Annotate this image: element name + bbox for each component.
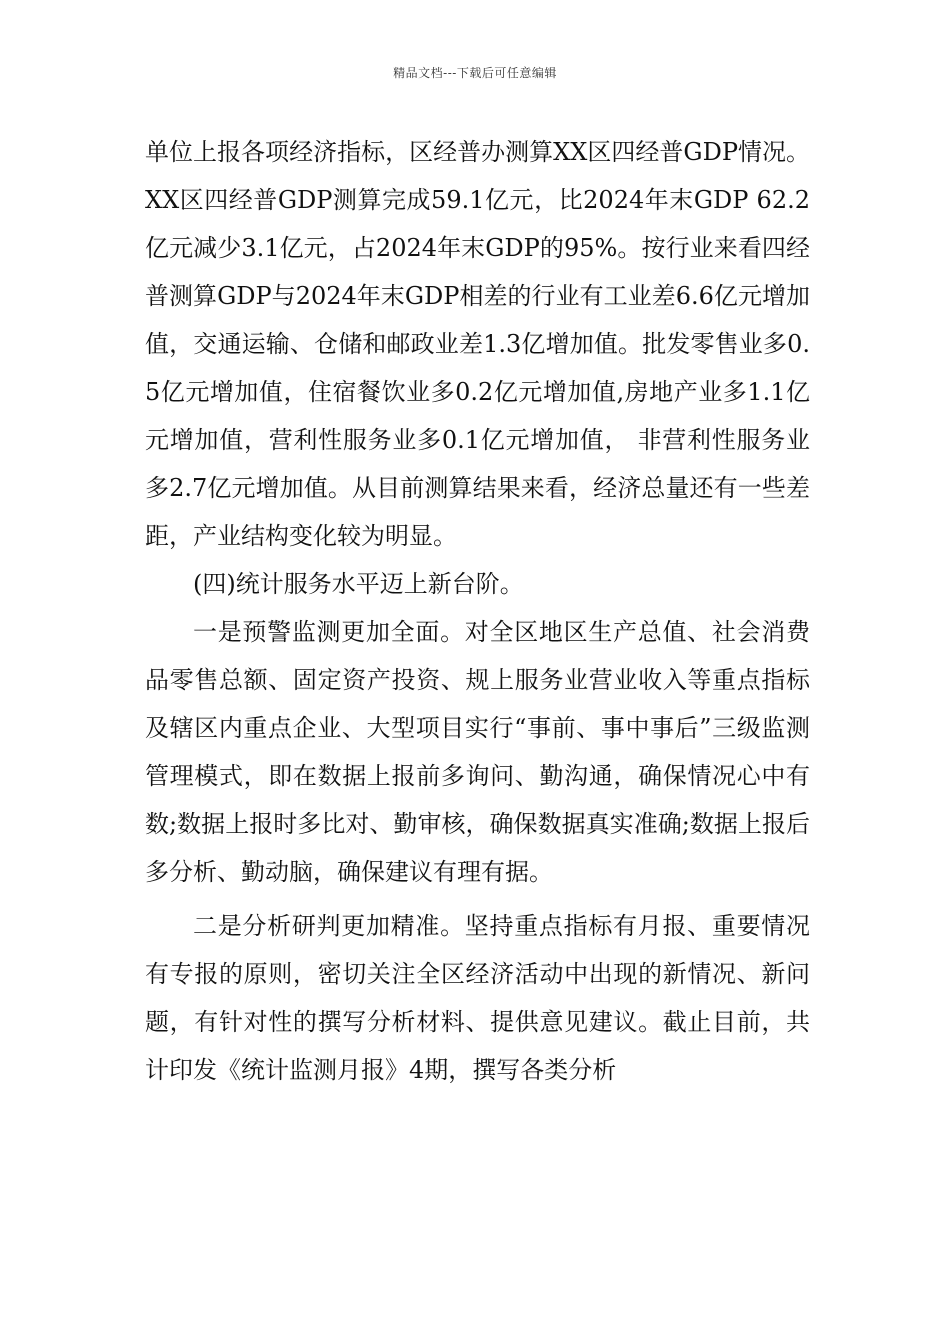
paragraph-analysis: 二是分析研判更加精准。坚持重点指标有月报、重要情况有专报的原则，密切关注全区经济活动中出现的新情况、新问题，有针对性的撰写分析材料、提供意见建议。截止目前，共计印发《统计监测月报》4期，撰写各类分析 xyxy=(145,912,810,1084)
page-header: 精品文档---下载后可任意编辑 xyxy=(393,66,557,80)
paragraph-gdp-estimate: 单位上报各项经济指标，区经普办测算XX区四经普GDP情况。XX区四经普GDP测算完成59.1亿元，比2024年末GDP 62.2亿元减少3.1亿元，占2024年末GDP的95%。按行业来看四经普测算GDP与2024年末GDP相差的行业有工业差6.6亿元增加值，交通运输、仓储和邮政业差1.3亿增加值。批发零售业多0.5亿元增加值，住宿餐饮业多0.2亿元增加值,房地产业多1.1亿元增加值，营利性服务业多0.1亿元增加值， 非营利性服务业多2.7亿元增加值。从目前测算结果来看，经济总量还有一些差距，产业结构变化较为明显。 xyxy=(145,138,810,550)
paragraph-early-warning: 一是预警监测更加全面。对全区地区生产总值、社会消费品零售总额、固定资产投资、规上服务业营业收入等重点指标及辖区内重点企业、大型项目实行“事前、事中事后”三级监测管理模式，即在数据上报前多询问、勤沟通，确保情况心中有数;数据上报时多比对、勤审核，确保数据真实准确;数据上报后多分析、勤动脑，确保建议有理有据。 xyxy=(145,618,810,886)
section-heading-statistics-service: (四)统计服务水平迈上新台阶。 xyxy=(193,570,524,598)
document-body xyxy=(145,128,810,1094)
